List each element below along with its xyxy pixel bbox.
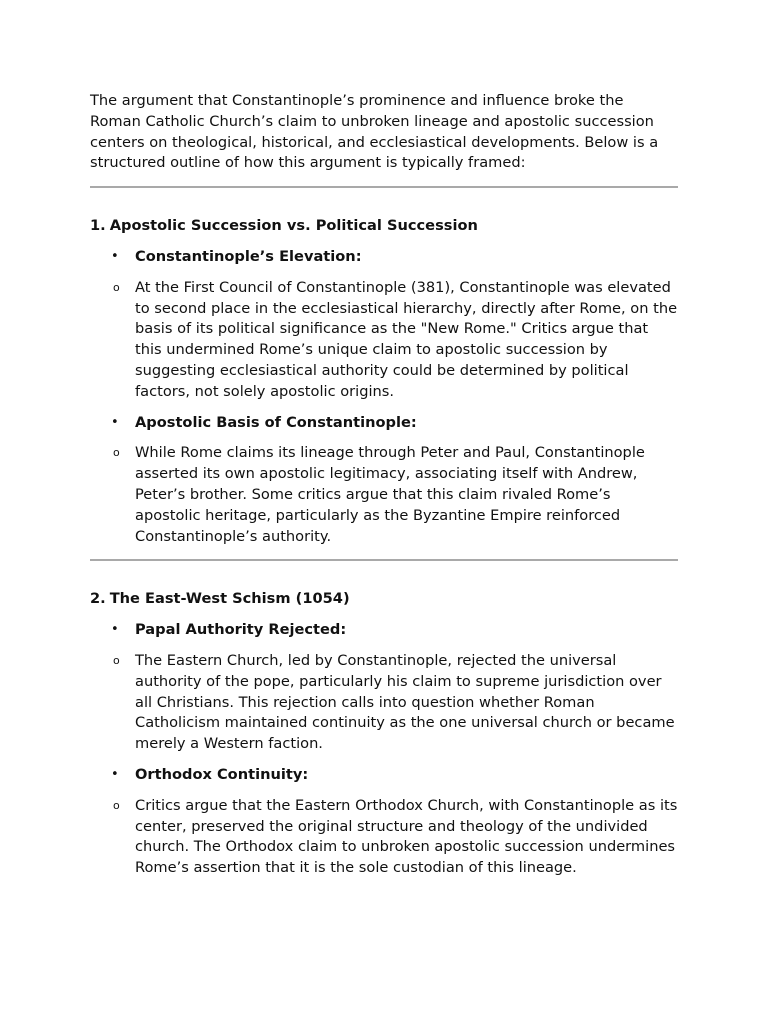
section-2 (90, 589, 678, 879)
item-heading: Apostolic Basis of Constantinople: (135, 413, 417, 431)
sub-list-item (90, 278, 678, 403)
circle-bullet-icon: o (113, 446, 120, 460)
circle-bullet-icon: o (113, 798, 120, 812)
item-text: Critics argue that the Eastern Orthodox Church, with Constantinople as its center, preserved the original structure and theology of the undivided church. The Orthodox claim to unbroken apostolic succession undermines Rome’s assertion that it is the sole custodian of this lineage. (135, 796, 678, 877)
item-text: The Eastern Church, led by Constantinople, rejected the universal authority of the pope, particularly his claim to supreme jurisdiction over all Christians. This rejection calls into question whether Roman Catholicism maintained continuity as the one universal church or became merely a Western faction. (135, 651, 675, 753)
section-title: The East-West Schism (1054) (109, 590, 350, 608)
circle-bullet-icon: o (113, 280, 120, 294)
circle-bullet-icon: o (113, 653, 120, 667)
document-body (90, 91, 678, 879)
section-1 (90, 216, 678, 547)
section-number: 2. (90, 590, 106, 608)
intro-paragraph: The argument that Constantinople’s prominence and influence broke the Roman Catholic Church’s claim to unbroken lineage and apostolic succession centers on theological, historical, and ecclesiastical developments. Below is a structured outline of how this argument is typically framed: (90, 92, 659, 172)
bullet-icon: • (111, 766, 119, 782)
section-title: Apostolic Succession vs. Political Succession (109, 217, 478, 235)
section-divider (90, 186, 678, 188)
item-text: While Rome claims its lineage through Peter and Paul, Constantinople asserted its own apostolic legitimacy, associating itself with Andrew, Peter’s brother. Some critics argue that this claim rivaled Rome’s apostolic heritage, particularly as the Byzantine Empire reinforced Constantinople’s authority. (135, 444, 645, 545)
list-item (90, 413, 678, 434)
section-number: 1. (90, 217, 106, 235)
item-text: At the First Council of Constantinople (381), Constantinople was elevated to second place in the ecclesiastical hierarchy, directly after Rome, on the basis of its political significance as the "New Rome." Critics argue that this undermined Rome’s unique claim to apostolic succession by suggesting ecclesiastical authority could be determined by political factors, not solely apostolic origins. (135, 278, 678, 400)
item-heading: Papal Authority Rejected: (135, 621, 347, 639)
bullet-icon: • (111, 414, 119, 430)
sub-list-item (90, 651, 678, 755)
section-heading (90, 216, 678, 237)
sub-list-item (90, 796, 678, 879)
list-item (90, 765, 678, 786)
item-heading: Orthodox Continuity: (135, 765, 309, 783)
list-item (90, 620, 678, 641)
bullet-icon: • (111, 622, 119, 638)
list-item (90, 247, 678, 268)
item-heading: Constantinople’s Elevation: (135, 247, 362, 265)
sub-list-item (90, 443, 678, 547)
bullet-icon: • (111, 248, 119, 264)
section-divider (90, 559, 678, 561)
section-heading (90, 589, 678, 610)
